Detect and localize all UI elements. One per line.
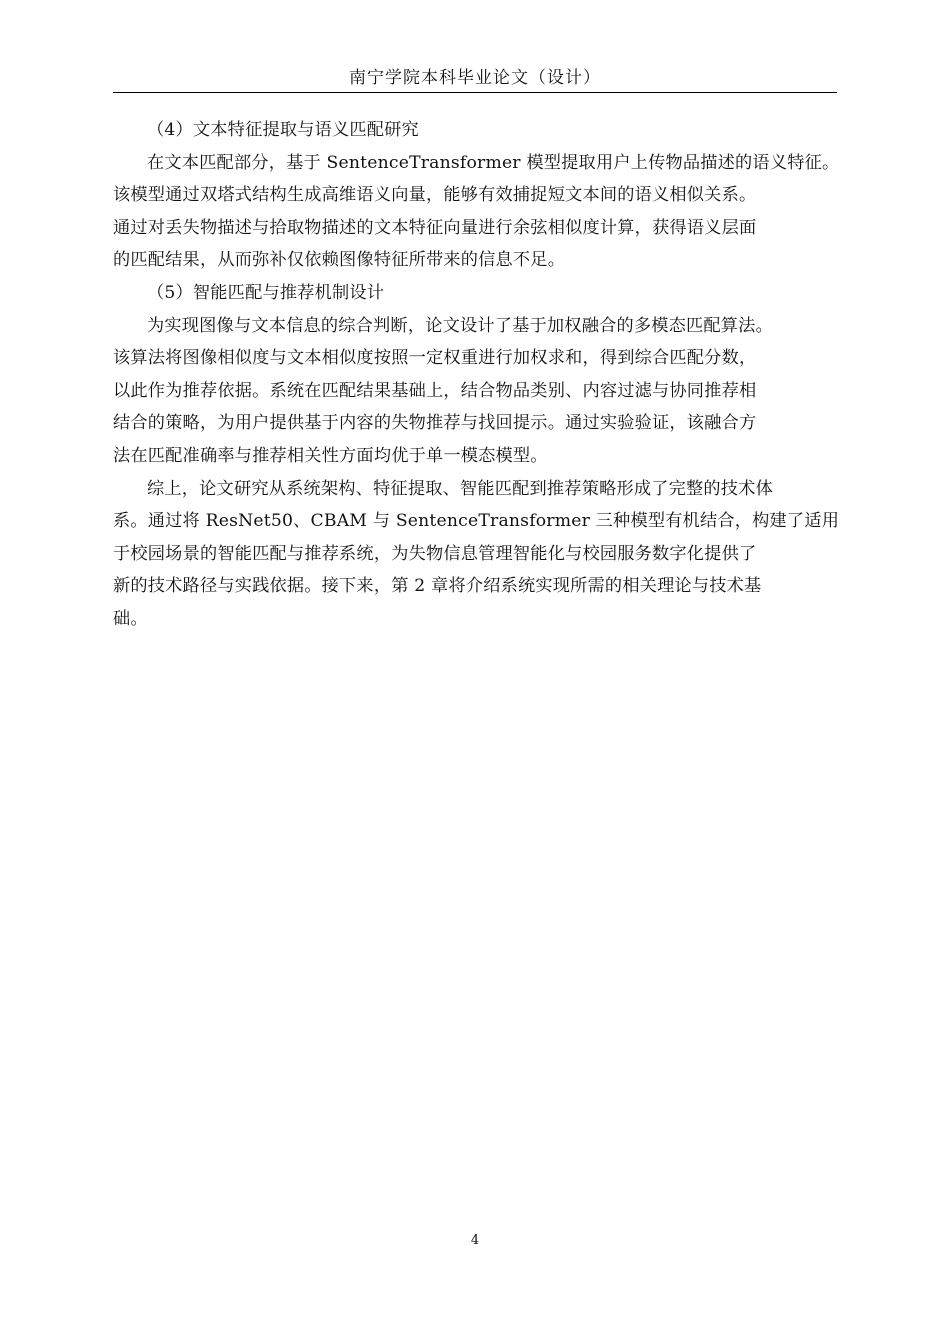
header-title: 南宁学院本科毕业论文（设计） — [349, 68, 601, 88]
paragraph-line: 通过对丢失物描述与拾取物描述的文本特征向量进行余弦相似度计算，获得语义层面 — [113, 217, 757, 238]
section-heading: （5）智能匹配与推荐机制设计 — [147, 282, 385, 303]
section-heading: （4）文本特征提取与语义匹配研究 — [147, 120, 419, 140]
body-text — [113, 114, 853, 636]
paragraph-line: 新的技术路径与实践依据。接下来，第 2 章将介绍系统实现所需的相关理论与技术基 — [113, 576, 762, 597]
paragraph-line: 综上，论文研究从系统架构、特征提取、智能匹配到推荐策略形成了完整的技术体 — [147, 478, 773, 499]
paragraph-line: 该算法将图像相似度与文本相似度按照一定权重进行加权求和，得到综合匹配分数， — [113, 348, 757, 369]
paragraph-line: 在文本匹配部分，基于 SentenceTransformer 模型提取用户上传物品描述的语义特征。 — [147, 152, 840, 173]
page-header — [113, 66, 837, 93]
page-number: 4 — [470, 1233, 480, 1248]
paragraph-line: 系。通过将 ResNet50、CBAM 与 SentenceTransformer 三种模型有机结合，构建了适用 — [113, 511, 840, 532]
paragraph-line: 以此作为推荐依据。系统在匹配结果基础上，结合物品类别、内容过滤与协同推荐相 — [113, 380, 757, 401]
paragraph-line: 结合的策略，为用户提供基于内容的失物推荐与找回提示。通过实验验证，该融合方 — [113, 413, 757, 434]
paragraph-line: 的匹配结果，从而弥补仅依赖图像特征所带来的信息不足。 — [113, 250, 566, 271]
paragraph-line: 该模型通过双塔式结构生成高维语义向量，能够有效捕捉短文本间的语义相似关系。 — [113, 185, 757, 206]
paragraph-line: 于校园场景的智能匹配与推荐系统，为失物信息管理智能化与校园服务数字化提供了 — [113, 543, 757, 564]
paragraph-line: 为实现图像与文本信息的综合判断，论文设计了基于加权融合的多模态匹配算法。 — [147, 315, 773, 336]
paragraph-line: 础。 — [113, 608, 148, 629]
paragraph-line: 法在匹配准确率与推荐相关性方面均优于单一模态模型。 — [113, 445, 548, 466]
